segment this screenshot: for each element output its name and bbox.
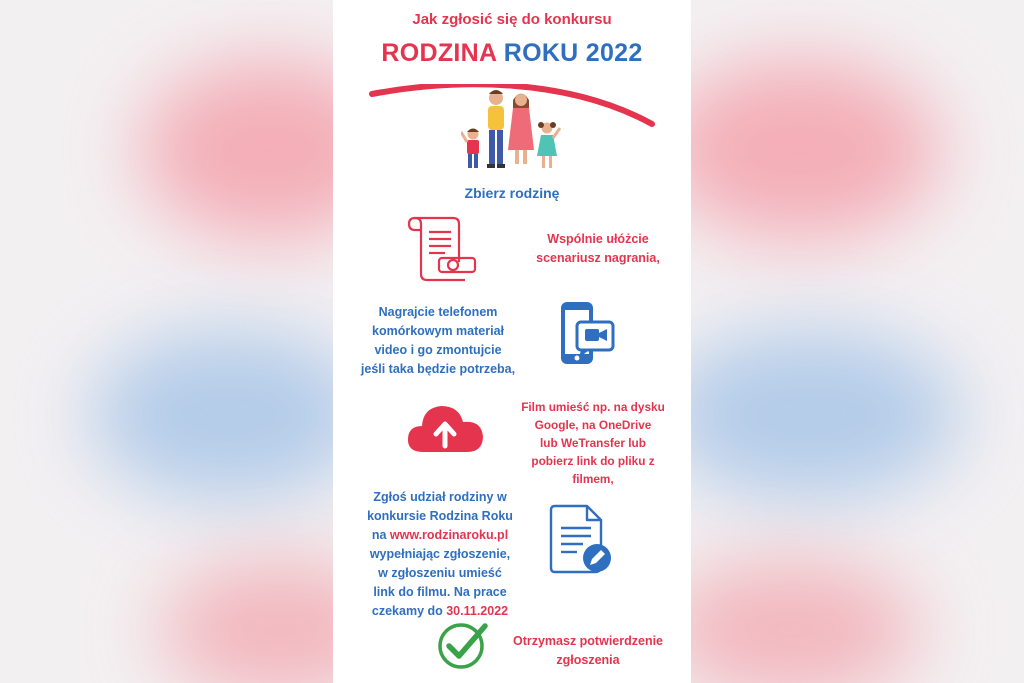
step-3-text: Film umieść np. na dysku Google, na OneDrive lub WeTransfer lub pobierz link do pliku z filmem, [521, 400, 665, 486]
check-circle-icon [437, 620, 489, 670]
form-edit-icon [547, 502, 617, 578]
infographic-panel [333, 0, 691, 683]
step-5-text: Otrzymasz potwierdzenie zgłoszenia [512, 634, 664, 667]
cloud-upload-icon [405, 398, 487, 458]
subtitle: Jak zgłosić się do konkursu [412, 11, 612, 28]
collect-family-heading: Zbierz rodzinę [464, 185, 560, 201]
step-4-text: Zgłoś udział rodziny w konkursie Rodzina Roku na www.rodzinaroku.pl wypełniając zgłoszenie, w zgłoszeniu umieść link do filmu. Na prace czekamy do 30.11.2022 [367, 490, 513, 618]
step-2-text: Nagrajcie telefonem komórkowym materiał video i go zmontujcie jeśli taka będzie potrzeba, [360, 305, 516, 376]
title-part-blue: ROKU 2022 [503, 39, 643, 67]
script-document-icon [405, 212, 485, 284]
step-1-text: Wspólnie ułóżcie scenariusz nagrania, [536, 232, 660, 265]
page-title [333, 38, 691, 68]
website-link[interactable]: www.rodzinaroku.pl [389, 528, 509, 542]
phone-video-icon [555, 298, 617, 368]
title-part-red: RODZINA [381, 39, 497, 67]
family-illustration [461, 88, 561, 180]
deadline-date: 30.11.2022 [446, 604, 509, 618]
